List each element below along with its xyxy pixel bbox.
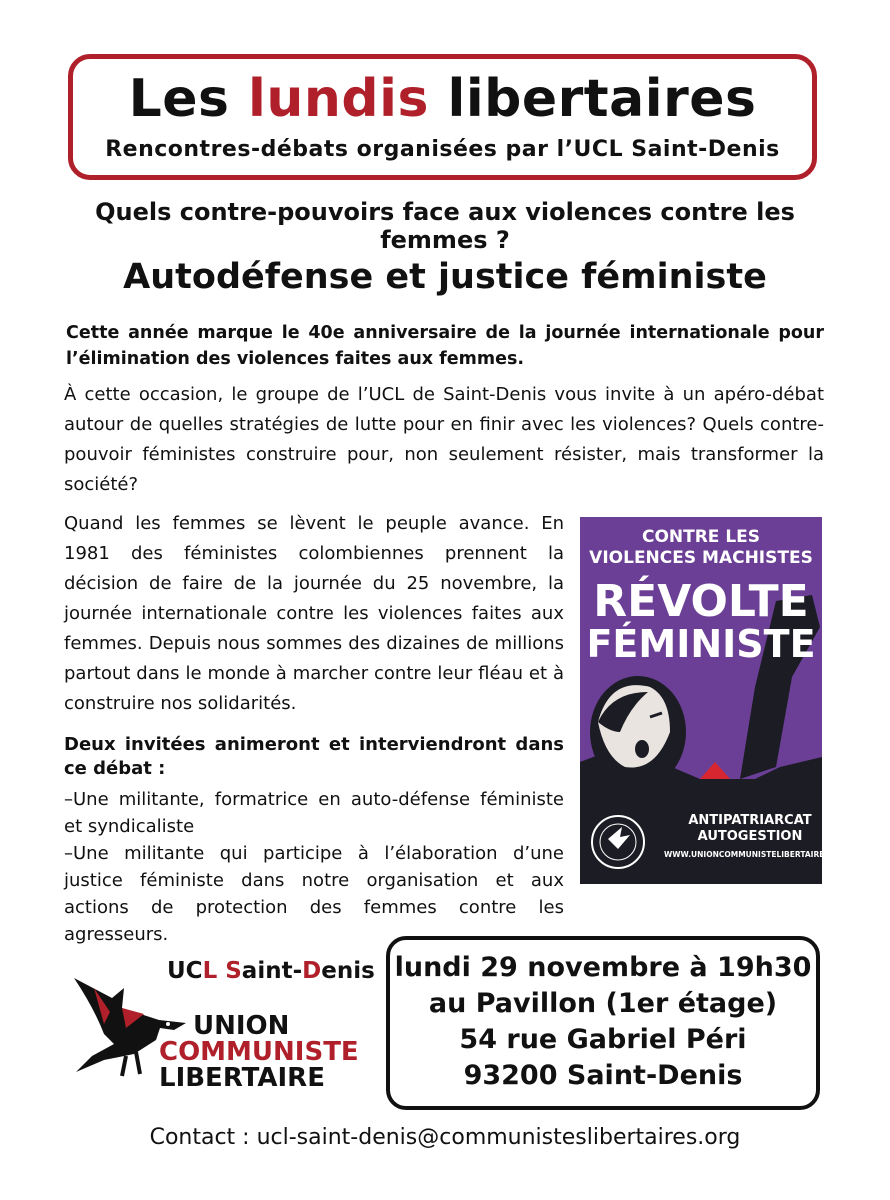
poster-slogan-2: AUTOGESTION [697, 829, 803, 844]
story-paragraph: Quand les femmes se lèvent le peuple avance. En 1981 des féministes colombiennes prennent la décision de faire de la journée du 25 novembre, la journée internationale contre les violences faites aux femmes. Depuis nous sommes des dizaines de millions partout dans le monde à marcher contre leur fléau et à construire nos solidarités. [64, 513, 564, 714]
guest-item: –Une militante qui participe à l’élaboration d’une justice féministe dans notre organisation et aux actions de protection des femmes contre les agresseurs. [64, 843, 564, 945]
event-details-box [386, 936, 820, 1110]
logo-communiste: COMMUNISTE [159, 1037, 359, 1067]
poster-line-2: VIOLENCES MACHISTES [589, 548, 813, 568]
group-name-part: D [302, 958, 322, 984]
group-name-part: L [202, 958, 218, 984]
guests-heading: Deux invitées animeront et interviendront dans ce débat : [64, 734, 564, 779]
intro-paragraph: À cette occasion, le groupe de l’UCL de Saint-Denis vous invite à un apéro-débat autour de quelles stratégies de lutte pour en finir avec les violences? Quels contre-pouvoir féministes construire pour, non seulement résister, mais transformer la société? [64, 384, 824, 495]
poster-line-3: RÉVOLTE [593, 576, 809, 627]
series-subtitle: Rencontres-débats organisées par l’UCL Saint-Denis [105, 137, 780, 162]
group-name [167, 958, 375, 984]
event-city: 93200 Saint-Denis [463, 1060, 743, 1091]
group-name-part: aint- [241, 958, 303, 984]
title-part-1: Les [128, 69, 249, 129]
logo-union: UNION [193, 1011, 290, 1041]
title-highlight: lundis [248, 69, 429, 129]
series-title [73, 69, 812, 129]
campaign-poster [580, 517, 846, 884]
poster-line-1: CONTRE LES [641, 527, 761, 547]
group-name-part: S [217, 958, 242, 984]
event-venue: au Pavillon (1er étage) [428, 988, 778, 1019]
intro-bold-paragraph: Cette année marque le 40e anniversaire de la journée internationale pour l’élimination des violences faites aux femmes. [66, 323, 824, 369]
group-name-part: enis [321, 958, 375, 984]
logo-libertaire: LIBERTAIRE [159, 1063, 325, 1093]
event-question: Quels contre-pouvoirs face aux violences contre les femmes ? [95, 198, 795, 254]
group-name-part: UC [167, 958, 203, 984]
guest-item: –Une militante, formatrice en auto-défense féministe et syndicaliste [64, 789, 564, 837]
poster-url: WWW.UNIONCOMMUNISTELIBERTAIRE.ORG [664, 850, 846, 859]
event-street: 54 rue Gabriel Péri [459, 1024, 747, 1055]
title-part-2: libertaires [428, 69, 757, 129]
event-date: lundi 29 novembre à 19h30 [394, 952, 812, 983]
event-headline: Autodéfense et justice féministe [123, 257, 767, 297]
poster-line-4: FÉMINISTE [586, 622, 816, 666]
poster-slogan-1: ANTIPATRIARCAT [688, 813, 812, 828]
contact-line: Contact : ucl-saint-denis@communisteslibertaires.org [149, 1125, 741, 1150]
guest-list [64, 786, 564, 948]
header-box [68, 54, 817, 180]
